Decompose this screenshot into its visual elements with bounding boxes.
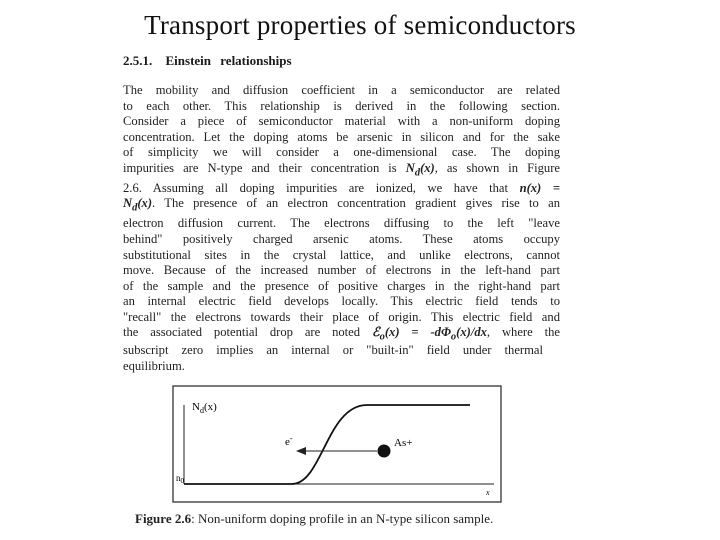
doping-profile-curve (184, 405, 470, 484)
paragraph-line: of the sample and the presence of positive charges in the right-hand part (123, 278, 560, 293)
paragraph-line: the associated potential drop are noted ℰ$_o$(x) = $-d\Phi_o(x)/dx$, where the (123, 325, 560, 343)
atom-label: As+ (394, 437, 413, 449)
section-title: Einstein relationships (165, 53, 292, 68)
x-axis-label: x (486, 488, 490, 497)
body-paragraph (123, 83, 560, 345)
paragraph-line: electron diffusion current. The electrons diffusing to the left "leave (123, 216, 560, 231)
caption-label: Figure 2.6 (135, 511, 192, 526)
paragraph-line: subscript zero implies an internal or "built-in" field under thermal (123, 343, 543, 357)
paragraph-line: move. Because of the increased number of electrons in the left-hand part (123, 263, 560, 278)
field-arrow-head (296, 447, 306, 455)
paragraph-line: an internal electric field develops locally. This electric field tends to (123, 294, 560, 309)
paragraph-line: equilibrium. (123, 358, 185, 373)
paragraph-line: 2.6. Assuming all doping impurities are ionized, we have that n(x) = (123, 180, 560, 195)
section-number: 2.5.1. (123, 53, 153, 68)
doping-profile-figure (172, 385, 502, 503)
y-low-label: $n_0$ (176, 473, 184, 485)
doping-profile-diagram (172, 385, 502, 503)
caption-text: : Non-uniform doping profile in an N-type silicon sample. (191, 511, 494, 526)
section-heading (123, 53, 292, 69)
body-paragraph-continued (123, 343, 543, 374)
paragraph-line: behind" positively charged arsenic atoms. These atoms occupy (123, 231, 560, 246)
figure-caption (135, 511, 555, 527)
paragraph-line: The mobility and diffusion coefficient in a semiconductor are related (123, 83, 560, 97)
paragraph-line: $N_d(x)$. The presence of an electron concentration gradient gives rise to an (123, 196, 560, 214)
arsenic-atom (378, 445, 391, 458)
slide-title: Transport properties of semiconductors (144, 10, 576, 40)
y-axis-label: $N_d(x)$ (192, 401, 217, 415)
paragraph-line: substitutional sites in the crystal lattice, and unlike electrons, cannot (123, 247, 560, 262)
paragraph-line: "recall" the electrons towards their place of origin. This electric field and (123, 309, 560, 324)
paragraph-line: to each other. This relationship is derived in the following section. (123, 98, 560, 113)
paragraph-line: concentration. Let the doping atoms be arsenic in silicon and for the sake (123, 129, 560, 144)
paragraph-line: of simplicity we will consider a one-dimensional case. The doping (123, 145, 560, 160)
electron-label: e- (285, 434, 293, 448)
paragraph-line: Consider a piece of semiconductor material with a non-uniform doping (123, 114, 560, 129)
paragraph-line: impurities are N-type and their concentration is $N_d(x)$, as shown in Figure (123, 160, 560, 179)
